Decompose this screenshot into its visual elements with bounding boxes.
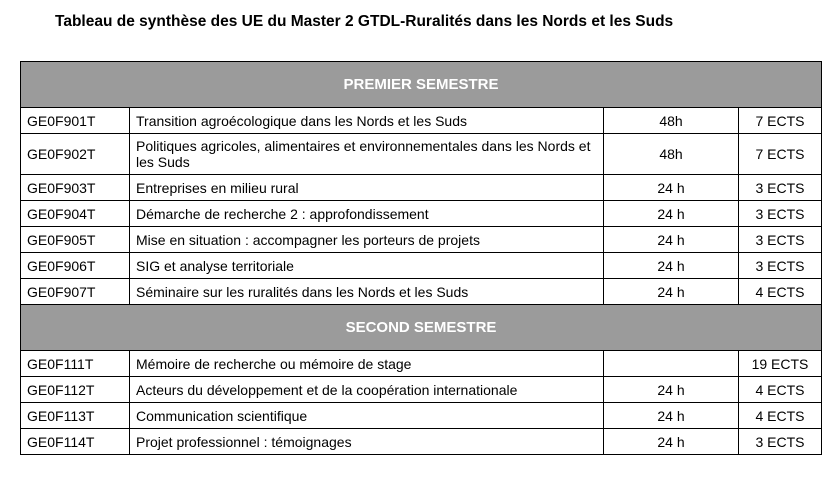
table-row (21, 429, 822, 455)
semester-header-row (21, 305, 822, 351)
ue-hours: 24 h (604, 201, 739, 227)
ue-name: Mise en situation : accompagner les porteurs de projets (130, 227, 604, 253)
ue-name: Séminaire sur les ruralités dans les Nords et les Suds (130, 279, 604, 305)
ue-ects: 4 ECTS (739, 279, 822, 305)
ue-code: GE0F904T (21, 201, 130, 227)
ue-name: Transition agroécologique dans les Nords et les Suds (130, 108, 604, 134)
semester-header-row (21, 62, 822, 108)
document-title: Tableau de synthèse des UE du Master 2 GTDL-Ruralités dans les Nords et les Suds (55, 13, 674, 30)
table-row (21, 175, 822, 201)
ue-hours: 24 h (604, 227, 739, 253)
ue-code: GE0F907T (21, 279, 130, 305)
ue-hours: 48h (604, 134, 739, 175)
ue-ects: 3 ECTS (739, 227, 822, 253)
ue-ects: 4 ECTS (739, 403, 822, 429)
ue-ects: 3 ECTS (739, 429, 822, 455)
semester-header: SECOND SEMESTRE (21, 305, 822, 351)
ue-ects: 7 ECTS (739, 108, 822, 134)
ue-code: GE0F111T (21, 351, 130, 377)
ue-code: GE0F902T (21, 134, 130, 175)
ue-code: GE0F113T (21, 403, 130, 429)
ue-code: GE0F906T (21, 253, 130, 279)
ue-name: Mémoire de recherche ou mémoire de stage (130, 351, 604, 377)
semester-header: PREMIER SEMESTRE (21, 62, 822, 108)
ue-code: GE0F114T (21, 429, 130, 455)
ue-hours: 24 h (604, 377, 739, 403)
ue-code: GE0F901T (21, 108, 130, 134)
table-row (21, 227, 822, 253)
ue-hours: 24 h (604, 175, 739, 201)
ue-hours: 48h (604, 108, 739, 134)
ue-hours: 24 h (604, 279, 739, 305)
table-row (21, 134, 822, 175)
ue-hours (604, 351, 739, 377)
ue-ects: 3 ECTS (739, 175, 822, 201)
table-row (21, 279, 822, 305)
ue-ects: 7 ECTS (739, 134, 822, 175)
ue-code: GE0F905T (21, 227, 130, 253)
ue-name: Communication scientifique (130, 403, 604, 429)
ue-name: SIG et analyse territoriale (130, 253, 604, 279)
table-row (21, 377, 822, 403)
table-row (21, 201, 822, 227)
ue-code: GE0F112T (21, 377, 130, 403)
ue-name: Acteurs du développement et de la coopération internationale (130, 377, 604, 403)
ue-name: Projet professionnel : témoignages (130, 429, 604, 455)
ue-hours: 24 h (604, 253, 739, 279)
ue-name: Démarche de recherche 2 : approfondissement (130, 201, 604, 227)
table-row (21, 108, 822, 134)
ue-ects: 4 ECTS (739, 377, 822, 403)
ue-ects: 3 ECTS (739, 201, 822, 227)
ue-name: Politiques agricoles, alimentaires et environnementales dans les Nords et les Suds (130, 134, 604, 175)
table-row (21, 253, 822, 279)
ue-hours: 24 h (604, 429, 739, 455)
table-row (21, 351, 822, 377)
ue-code: GE0F903T (21, 175, 130, 201)
ue-name: Entreprises en milieu rural (130, 175, 604, 201)
ue-hours: 24 h (604, 403, 739, 429)
ue-summary-table (20, 61, 822, 455)
ue-ects: 19 ECTS (739, 351, 822, 377)
table-row (21, 403, 822, 429)
ue-ects: 3 ECTS (739, 253, 822, 279)
